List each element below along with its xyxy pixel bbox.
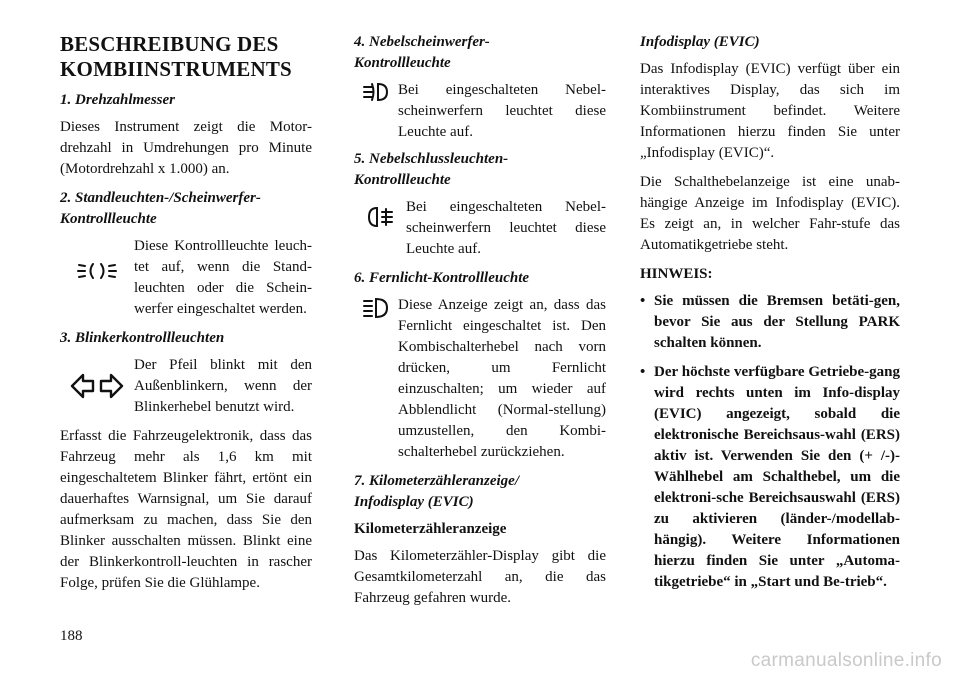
section-5-heading-line-1: 5. Nebelschlussleuchten- <box>354 151 509 167</box>
section-3-body <box>60 355 312 418</box>
section-7-text: Das Kilometerzähler-Display gibt die Gesamtkilometerzahl an, die das Fahrzeug gefahren wurde. <box>354 548 606 606</box>
section-4-heading-line-2: Kontrollleuchte <box>354 55 451 71</box>
bullet-icon: • <box>640 364 646 380</box>
front-fog-light-icon <box>354 80 398 104</box>
section-4-body <box>354 80 606 143</box>
section-2-heading-line-2: Kontrollleuchte <box>60 211 157 227</box>
notice-list <box>640 291 900 593</box>
section-4-heading-line-1: 4. Nebelscheinwerfer- <box>354 34 490 50</box>
section-5-heading-line-2: Kontrollleuchte <box>354 172 451 188</box>
section-1-heading: 1. Drehzahlmesser <box>60 92 176 108</box>
section-6-text: Diese Anzeige zeigt an, dass das Fernlicht eingeschaltet ist. Den Kombischalterhebel nach vorn drücken, um Fernlicht einzuschalten; um wieder auf Abblendlicht (Normal-stellung) umzustellen, den Kombi-schalterhebel zurückziehen. <box>398 297 606 460</box>
parking-light-icon <box>60 236 134 306</box>
turn-signal-icon <box>60 355 134 417</box>
section-2-heading <box>60 188 312 230</box>
section-4-text: Bei eingeschalteten Nebel-scheinwerfern leuchtet diese Leuchte auf. <box>398 82 606 140</box>
section-6-heading: 6. Fernlicht-Kontrollleuchte <box>354 270 530 286</box>
section-5-body <box>354 197 606 260</box>
bullet-icon: • <box>640 293 646 309</box>
page-title-line-1: BESCHREIBUNG DES <box>60 32 279 56</box>
section-7-heading-line-2: Infodisplay (EVIC) <box>354 494 474 510</box>
page-title-line-2: KOMBIINSTRUMENTS <box>60 57 292 81</box>
section-8-text-1: Das Infodisplay (EVIC) verfügt über ein interaktives Display, das sich im Kombiinstrument befindet. Weitere Informationen hierzu finden Sie unter „Infodisplay (EVIC)“. <box>640 61 900 161</box>
page-title <box>60 32 312 82</box>
section-4-heading <box>354 32 606 74</box>
column-2 <box>354 32 606 617</box>
section-5-text: Bei eingeschalteten Nebel-scheinwerfern leuchtet diese Leuchte auf. <box>406 199 606 257</box>
high-beam-icon <box>354 295 398 321</box>
column-1 <box>60 32 312 602</box>
notice-item-text: Der höchste verfügbare Getriebe-gang wird rechts unten im Info-display (EVIC) angezeigt, sobald die elektronische Bereichsaus-wahl (ERS) aktiv ist. Verwenden Sie den (+ /-)-Wählhebel am Schalthebel, um die elektroni-sche Bereichsauswahl (ERS) zu aktivieren (länder-/modellab-hängig). Weitere Informationen hierzu finden Sie unter „Automa-tikgetriebe“ in „Start und Be-trieb“. <box>654 364 900 590</box>
section-2-body <box>60 236 312 320</box>
section-7-heading-line-1: 7. Kilometerzähleranzeige/ <box>354 473 519 489</box>
section-6-body <box>354 295 606 463</box>
section-1-text: Dieses Instrument zeigt die Motor-drehzahl in Umdrehungen pro Minute (Motordrehzahl x 1.000) an. <box>60 119 312 177</box>
section-2-heading-line-1: 2. Standleuchten-/Scheinwerfer- <box>60 190 261 206</box>
section-5-heading <box>354 149 606 191</box>
section-8-text-2: Die Schalthebelanzeige ist eine unab-hängige Anzeige im Infodisplay (EVIC). Es zeigt an, in welcher Fahr-stufe das Automatikgetriebe steht. <box>640 174 900 253</box>
section-3-text: Der Pfeil blinkt mit den Außenblinkern, wenn der Blinkerhebel benutzt wird. <box>134 357 312 415</box>
section-7-heading <box>354 471 606 513</box>
notice-item <box>640 291 900 354</box>
section-7-subheading: Kilometerzähleranzeige <box>354 521 507 537</box>
section-8-heading: Infodisplay (EVIC) <box>640 34 760 50</box>
rear-fog-light-icon <box>354 197 406 237</box>
column-3 <box>640 32 900 601</box>
notice-item <box>640 362 900 593</box>
section-2-text: Diese Kontrollleuchte leuch-tet auf, wenn die Stand-leuchten oder die Schein-werfer eingeschaltet werden. <box>134 238 312 317</box>
section-3-heading: 3. Blinkerkontrollleuchten <box>60 330 225 346</box>
notice-item-text: Sie müssen die Bremsen betäti-gen, bevor Sie aus der Stellung PARK schalten können. <box>654 293 900 351</box>
section-3-text-2: Erfasst die Fahrzeugelektronik, dass das Fahrzeug mehr als 1,6 km mit eingeschaltetem Blinker fährt, ertönt ein dauerhaftes Warnsignal, um Sie darauf aufmerksam zu machen, dass Sie den Blinker ausschalten müssen. Blinkt eine der Blinkerkontroll-leuchten in rascher Folge, prüfen Sie die Glühlampe. <box>60 428 312 591</box>
notice-title: HINWEIS: <box>640 266 713 282</box>
watermark: carmanualsonline.info <box>750 650 942 671</box>
page-number: 188 <box>60 628 83 644</box>
